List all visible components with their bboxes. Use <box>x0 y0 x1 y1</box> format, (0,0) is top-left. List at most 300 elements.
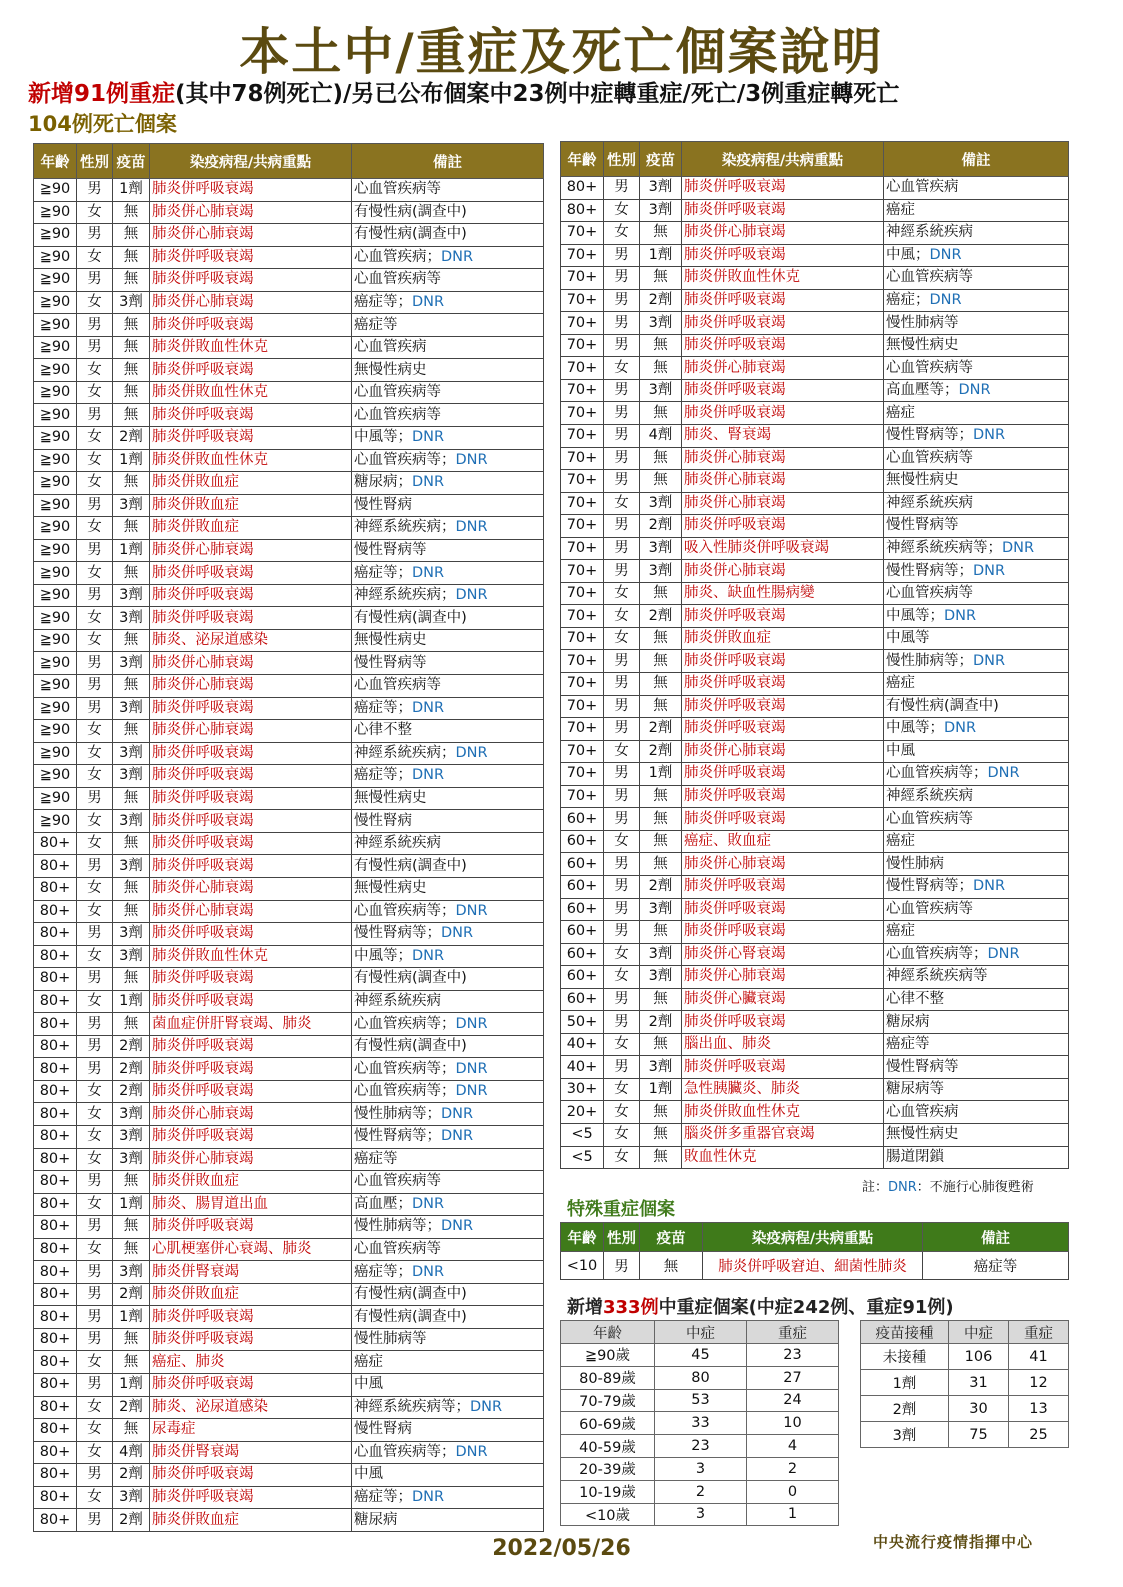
remark-cell <box>352 990 544 1013</box>
sex-cell: 男 <box>77 1171 113 1194</box>
vaccine-stat-row <box>861 1370 1069 1396</box>
remark-cell <box>352 1171 544 1194</box>
age-cell: ≧90 <box>34 539 77 562</box>
age-cell: 80+ <box>561 177 604 200</box>
right-table-header-cell: 年齡 <box>561 142 604 177</box>
left-table-row <box>34 968 544 991</box>
right-table-row <box>561 515 1069 538</box>
sex-cell: 男 <box>604 875 640 898</box>
remark-text: 癌症等 <box>886 1036 930 1053</box>
left-table-header <box>34 144 544 179</box>
right-table-header-cell: 備註 <box>884 142 1069 177</box>
remark-text: 慢性肺病等； <box>354 1105 441 1122</box>
sex-cell: 男 <box>77 1283 113 1306</box>
dnr-note <box>862 1176 1034 1195</box>
age-cell: 80+ <box>34 1148 77 1171</box>
right-table-header-cell: 疫苗 <box>640 142 682 177</box>
course-cell: 肺炎併呼吸衰竭 <box>150 584 352 607</box>
age-cell: 80+ <box>34 1103 77 1126</box>
age-cell: ≧90 <box>34 472 77 495</box>
left-table-row <box>34 765 544 788</box>
left-table-row <box>34 246 544 269</box>
sex-cell: 女 <box>77 427 113 450</box>
remark-text: 心血管疾病等； <box>886 945 988 962</box>
age-cell: ≧90 <box>34 427 77 450</box>
vaccine-cell: 3劑 <box>113 855 150 878</box>
remark-cell <box>884 898 1069 921</box>
course-cell: 肺炎併呼吸衰竭 <box>150 1328 352 1351</box>
course-cell: 肺炎、缺血性腸病變 <box>682 582 884 605</box>
remark-cell <box>352 404 544 427</box>
remark-text: 癌症等； <box>354 699 412 716</box>
vaccine-stat-row <box>861 1344 1069 1370</box>
course-cell: 菌血症併肝腎衰竭、肺炎 <box>150 1013 352 1036</box>
remark-text: 糖尿病； <box>354 474 412 491</box>
right-table-row <box>561 357 1069 380</box>
age-cell: 80+ <box>34 832 77 855</box>
vaccine-stat-cell: 41 <box>1009 1344 1069 1370</box>
remark-cell <box>352 1148 544 1171</box>
remark-text: 心血管疾病等 <box>354 1240 441 1257</box>
sex-cell: 男 <box>77 675 113 698</box>
remark-text: 慢性肺病 <box>886 855 944 872</box>
remark-cell <box>884 627 1069 650</box>
remark-text: 無慢性病史 <box>354 361 427 378</box>
age-cell: 80+ <box>34 1509 77 1532</box>
remark-text: 無慢性病史 <box>886 337 959 354</box>
course-cell: 肺炎併心肺衰竭 <box>150 900 352 923</box>
course-cell: 肺炎併呼吸衰竭 <box>150 359 352 382</box>
remark-text: 心血管疾病等 <box>354 406 441 423</box>
remark-cell <box>884 718 1069 741</box>
course-cell: 肺炎併呼吸衰竭 <box>150 787 352 810</box>
sex-cell: 女 <box>77 1148 113 1171</box>
remark-cell <box>352 855 544 878</box>
right-table-row <box>561 921 1069 944</box>
remark-text: 有慢性病(調查中) <box>354 970 467 987</box>
right-table-row <box>561 875 1069 898</box>
age-cell: 70+ <box>561 718 604 741</box>
sex-cell: 女 <box>604 627 640 650</box>
remark-text: 心血管疾病等； <box>354 1015 456 1032</box>
sex-cell: 男 <box>604 402 640 425</box>
remark-text: 癌症等； <box>354 767 412 784</box>
course-cell: 肺炎、腸胃道出血 <box>150 1193 352 1216</box>
vaccine-cell: 無 <box>113 1171 150 1194</box>
remark-text: 心血管疾病等； <box>354 1443 456 1460</box>
sex-cell: 男 <box>77 336 113 359</box>
age-cell: ≧90 <box>34 810 77 833</box>
vaccine-cell: 無 <box>113 562 150 585</box>
remark-cell <box>884 740 1069 763</box>
left-table-row <box>34 494 544 517</box>
course-cell: 肺炎併敗血症 <box>150 1171 352 1194</box>
remark-text: 糖尿病 <box>354 1511 398 1528</box>
remark-text: 無慢性病史 <box>886 472 959 489</box>
remark-cell <box>352 1486 544 1509</box>
vaccine-cell: 無 <box>640 808 682 831</box>
remark-cell <box>884 244 1069 267</box>
vaccine-cell: 1劑 <box>113 1373 150 1396</box>
remark-cell <box>884 966 1069 989</box>
remark-text: 有慢性病(調查中) <box>354 857 467 874</box>
sex-cell: 女 <box>77 291 113 314</box>
course-cell: 肺炎併呼吸衰竭 <box>150 607 352 630</box>
age-cell: 60+ <box>561 853 604 876</box>
age-cell: 80+ <box>34 1306 77 1329</box>
vaccine-cell: 3劑 <box>640 560 682 583</box>
course-cell: 肺炎併呼吸衰竭 <box>682 312 884 335</box>
left-table-row <box>34 697 544 720</box>
remark-text: 心血管疾病等； <box>354 451 456 468</box>
age-cell: 80+ <box>34 1419 77 1442</box>
course-cell: 肺炎併呼吸衰竭 <box>150 832 352 855</box>
remark-text: 神經系統疾病等； <box>354 1398 470 1415</box>
age-cell: 70+ <box>561 537 604 560</box>
age-cell: 80+ <box>34 1125 77 1148</box>
remark-cell <box>884 357 1069 380</box>
right-table-row <box>561 402 1069 425</box>
age-cell: 80+ <box>34 1373 77 1396</box>
remark-text: 慢性腎病等； <box>354 925 441 942</box>
remark-cell <box>884 560 1069 583</box>
sex-cell: 女 <box>77 1396 113 1419</box>
remark-text: 神經系統疾病 <box>886 224 973 241</box>
vaccine-cell: 1劑 <box>640 244 682 267</box>
dnr-label: DNR <box>441 1128 474 1145</box>
age-cell: 70+ <box>561 312 604 335</box>
left-table-row <box>34 1125 544 1148</box>
sex-cell: 女 <box>77 381 113 404</box>
left-table-row <box>34 810 544 833</box>
dnr-label: DNR <box>412 1263 445 1280</box>
remark-cell <box>352 1283 544 1306</box>
left-table-row <box>34 629 544 652</box>
course-cell: 肺炎併心肺衰竭 <box>682 447 884 470</box>
remark-text: 慢性肺病等； <box>354 1218 441 1235</box>
age-cell: 80+ <box>34 968 77 991</box>
sex-cell: 男 <box>77 1058 113 1081</box>
sex-cell: 男 <box>604 425 640 448</box>
sex-cell: 男 <box>77 1216 113 1239</box>
right-table-row <box>561 695 1069 718</box>
course-cell: 肺炎併心肺衰竭 <box>150 1103 352 1126</box>
dnr-label: DNR <box>455 1083 488 1100</box>
remark-cell <box>884 1123 1069 1146</box>
vaccine-stat-header-cell: 疫苗接種 <box>861 1321 949 1344</box>
dnr-label: DNR <box>412 947 445 964</box>
sex-cell: 女 <box>77 246 113 269</box>
age-stat-cell: 40-59歲 <box>561 1435 655 1458</box>
sex-cell: 女 <box>604 1101 640 1124</box>
right-table-row <box>561 988 1069 1011</box>
vaccine-cell: 3劑 <box>640 943 682 966</box>
vaccine-cell: 1劑 <box>113 1193 150 1216</box>
remark-text: 神經系統疾病 <box>886 494 973 511</box>
special-header-cell: 年齡 <box>561 1223 604 1252</box>
right-table-row <box>561 605 1069 628</box>
left-table-row <box>34 539 544 562</box>
course-cell: 肺炎併呼吸衰竭 <box>150 855 352 878</box>
course-cell: 急性胰臟炎、肺炎 <box>682 1078 884 1101</box>
right-table-row <box>561 199 1069 222</box>
course-cell: 腦出血、肺炎 <box>682 1033 884 1056</box>
remark-cell <box>884 199 1069 222</box>
remark-cell <box>352 1419 544 1442</box>
left-table-row <box>34 1486 544 1509</box>
sex-cell: 男 <box>77 1509 113 1532</box>
remark-text: 中風等； <box>354 947 412 964</box>
age-cell: ≧90 <box>34 787 77 810</box>
remark-text: 心血管疾病等； <box>354 1083 456 1100</box>
vaccine-stats-table <box>860 1320 1069 1448</box>
right-table-row <box>561 1056 1069 1079</box>
sex-cell: 男 <box>604 785 640 808</box>
right-table-row <box>561 718 1069 741</box>
age-cell: 60+ <box>561 943 604 966</box>
age-cell: 70+ <box>561 425 604 448</box>
age-stat-cell: 3 <box>655 1503 747 1526</box>
course-cell: 肺炎併呼吸衰竭 <box>682 605 884 628</box>
sex-cell: 男 <box>77 968 113 991</box>
remark-text: 中風等； <box>354 429 412 446</box>
report-date: 2022/05/26 <box>492 1536 631 1561</box>
right-table-row <box>561 1033 1069 1056</box>
left-table-row <box>34 517 544 540</box>
vaccine-cell: 無 <box>113 832 150 855</box>
dnr-label: DNR <box>987 945 1020 962</box>
remark-cell <box>884 582 1069 605</box>
vaccine-cell: 無 <box>113 787 150 810</box>
course-cell: 肺炎併呼吸衰竭 <box>150 1058 352 1081</box>
remark-text: 中風 <box>354 1376 383 1393</box>
course-cell: 肺炎併呼吸衰竭 <box>150 1035 352 1058</box>
age-cell: 60+ <box>561 875 604 898</box>
course-cell: 肺炎併呼吸衰竭 <box>150 427 352 450</box>
sex-cell: 男 <box>77 652 113 675</box>
remark-text: 中風等 <box>886 630 930 647</box>
remark-cell <box>352 381 544 404</box>
dnr-label: DNR <box>455 1015 488 1032</box>
left-table-row <box>34 1419 544 1442</box>
course-cell: 肺炎併呼吸衰竭 <box>682 898 884 921</box>
remark-text: 有慢性病(調查中) <box>354 1286 467 1303</box>
age-cell: 60+ <box>561 898 604 921</box>
remark-text: 心血管疾病 <box>886 179 959 196</box>
vaccine-cell: 無 <box>113 900 150 923</box>
remark-cell <box>352 810 544 833</box>
vaccine-cell: 3劑 <box>640 966 682 989</box>
remark-cell <box>352 1306 544 1329</box>
vaccine-cell: 無 <box>113 472 150 495</box>
remark-text: 慢性腎病等 <box>354 542 427 559</box>
vaccine-cell: 2劑 <box>640 289 682 312</box>
right-table-row <box>561 1146 1069 1169</box>
remark-cell <box>884 289 1069 312</box>
vaccine-cell: 無 <box>640 988 682 1011</box>
sex-cell: 男 <box>604 921 640 944</box>
remark-text: 癌症等 <box>354 1150 398 1167</box>
remark-text: 心血管疾病等 <box>354 271 441 288</box>
vaccine-cell: 3劑 <box>113 742 150 765</box>
remark-text: 有慢性病(調查中) <box>354 226 467 243</box>
age-cell: ≧90 <box>34 246 77 269</box>
remark-text: 癌症 <box>886 404 915 421</box>
sex-cell: 女 <box>77 1238 113 1261</box>
remark-cell <box>884 695 1069 718</box>
course-cell: 肺炎併心肺衰竭 <box>150 720 352 743</box>
remark-cell <box>352 1373 544 1396</box>
right-table-header-cell: 染疫病程/共病重點 <box>682 142 884 177</box>
age-stat-row <box>561 1503 839 1526</box>
course-cell: 肺炎併心肺衰竭 <box>682 357 884 380</box>
remark-cell <box>352 1080 544 1103</box>
remark-cell <box>352 562 544 585</box>
left-table-row <box>34 1283 544 1306</box>
vaccine-cell: 2劑 <box>640 718 682 741</box>
sex-cell: 男 <box>604 808 640 831</box>
sex-cell: 男 <box>604 267 640 290</box>
course-cell: 肺炎併心肺衰竭 <box>150 1148 352 1171</box>
sex-cell: 男 <box>604 560 640 583</box>
age-stats-table <box>560 1320 839 1526</box>
right-table-row <box>561 785 1069 808</box>
course-cell: 尿毒症 <box>150 1419 352 1442</box>
remark-text: 慢性腎病等； <box>886 427 973 444</box>
course-cell: 肺炎併心肺衰竭 <box>150 539 352 562</box>
remark-cell <box>352 269 544 292</box>
course-cell: 肺炎併心肺衰竭 <box>682 560 884 583</box>
course-cell: 肺炎併心肺衰竭 <box>682 470 884 493</box>
remark-text: 慢性腎病等； <box>886 562 973 579</box>
age-cell: 40+ <box>561 1033 604 1056</box>
remark-cell <box>884 379 1069 402</box>
sex-cell: 男 <box>604 447 640 470</box>
age-cell: 70+ <box>561 267 604 290</box>
sex-cell: 女 <box>604 357 640 380</box>
left-table-row <box>34 1464 544 1487</box>
course-cell: 肺炎併心肺衰竭 <box>150 291 352 314</box>
sex-cell: 男 <box>77 1373 113 1396</box>
sex-cell: 女 <box>77 629 113 652</box>
age-stat-cell: 3 <box>655 1457 747 1480</box>
special-row <box>561 1252 1069 1280</box>
age-cell: 70+ <box>561 357 604 380</box>
age-cell: 80+ <box>34 1283 77 1306</box>
vaccine-stat-cell: 75 <box>949 1422 1009 1448</box>
left-table-row <box>34 584 544 607</box>
course-cell: 肺炎併敗血性休克 <box>682 1101 884 1124</box>
sex-cell: 女 <box>77 1419 113 1442</box>
vaccine-cell: 3劑 <box>640 177 682 200</box>
remark-cell <box>884 402 1069 425</box>
vaccine-cell: 3劑 <box>640 199 682 222</box>
remark-cell <box>352 652 544 675</box>
dnr-label: DNR <box>470 1398 503 1415</box>
remark-text: 心血管疾病等 <box>886 900 973 917</box>
remark-text: 神經系統疾病； <box>354 744 456 761</box>
left-table-row <box>34 291 544 314</box>
course-cell: 腦炎併多重器官衰竭 <box>682 1123 884 1146</box>
vaccine-cell: 3劑 <box>113 810 150 833</box>
right-table-header <box>561 142 1069 177</box>
sex-cell: 男 <box>77 787 113 810</box>
remark-cell <box>352 539 544 562</box>
remark-cell <box>352 629 544 652</box>
age-cell: 70+ <box>561 627 604 650</box>
sex-cell: 女 <box>77 1193 113 1216</box>
dnr-label: DNR <box>455 1060 488 1077</box>
vaccine-cell: 3劑 <box>640 492 682 515</box>
vaccine-cell: 無 <box>640 830 682 853</box>
vaccine-stat-cell: 25 <box>1009 1422 1069 1448</box>
remark-cell <box>352 1464 544 1487</box>
age-cell: ≧90 <box>34 381 77 404</box>
sex-cell: 男 <box>77 923 113 946</box>
sex-cell: 男 <box>604 312 640 335</box>
dnr-label: DNR <box>412 1195 445 1212</box>
remark-cell <box>884 515 1069 538</box>
left-table-row <box>34 472 544 495</box>
course-cell: 肺炎併腎衰竭 <box>150 1441 352 1464</box>
remark-text: 癌症 <box>886 923 915 940</box>
sex-cell: 女 <box>77 472 113 495</box>
special-cell: 肺炎併呼吸窘迫、細菌性肺炎 <box>703 1252 923 1280</box>
vaccine-stat-cell: 13 <box>1009 1396 1069 1422</box>
sex-cell: 男 <box>604 673 640 696</box>
vaccine-cell: 無 <box>113 201 150 224</box>
remark-cell <box>884 1011 1069 1034</box>
age-cell: ≧90 <box>34 359 77 382</box>
sex-cell: 男 <box>77 1035 113 1058</box>
sex-cell: 男 <box>604 289 640 312</box>
age-cell: 70+ <box>561 763 604 786</box>
right-table-row <box>561 740 1069 763</box>
course-cell: 肺炎併敗血性休克 <box>150 945 352 968</box>
vaccine-cell: 無 <box>113 877 150 900</box>
course-cell: 肺炎併呼吸衰竭 <box>150 1486 352 1509</box>
remark-cell <box>884 988 1069 1011</box>
left-table-row <box>34 1103 544 1126</box>
right-table-row <box>561 560 1069 583</box>
left-table-row <box>34 1373 544 1396</box>
age-cell: ≧90 <box>34 652 77 675</box>
remark-cell <box>352 742 544 765</box>
left-table-row <box>34 1238 544 1261</box>
remark-cell <box>352 923 544 946</box>
remark-text: 心血管疾病； <box>354 248 441 265</box>
vaccine-cell: 2劑 <box>640 1011 682 1034</box>
course-cell: 肺炎併呼吸衰竭 <box>150 1125 352 1148</box>
left-table-row <box>34 607 544 630</box>
left-table-row <box>34 855 544 878</box>
vaccine-cell: 2劑 <box>640 515 682 538</box>
sex-cell: 女 <box>77 201 113 224</box>
remark-text: 癌症等； <box>354 1263 412 1280</box>
age-cell: 80+ <box>34 1328 77 1351</box>
age-stat-cell: <10歲 <box>561 1503 655 1526</box>
sex-cell: 女 <box>604 943 640 966</box>
left-case-table <box>33 143 544 1532</box>
age-cell: 60+ <box>561 966 604 989</box>
age-stat-row <box>561 1435 839 1458</box>
left-table-row <box>34 990 544 1013</box>
right-table-row <box>561 312 1069 335</box>
remark-text: 神經系統疾病； <box>354 587 456 604</box>
age-stat-cell: 23 <box>655 1435 747 1458</box>
dnr-label: DNR <box>958 382 991 399</box>
age-cell: <5 <box>561 1146 604 1169</box>
